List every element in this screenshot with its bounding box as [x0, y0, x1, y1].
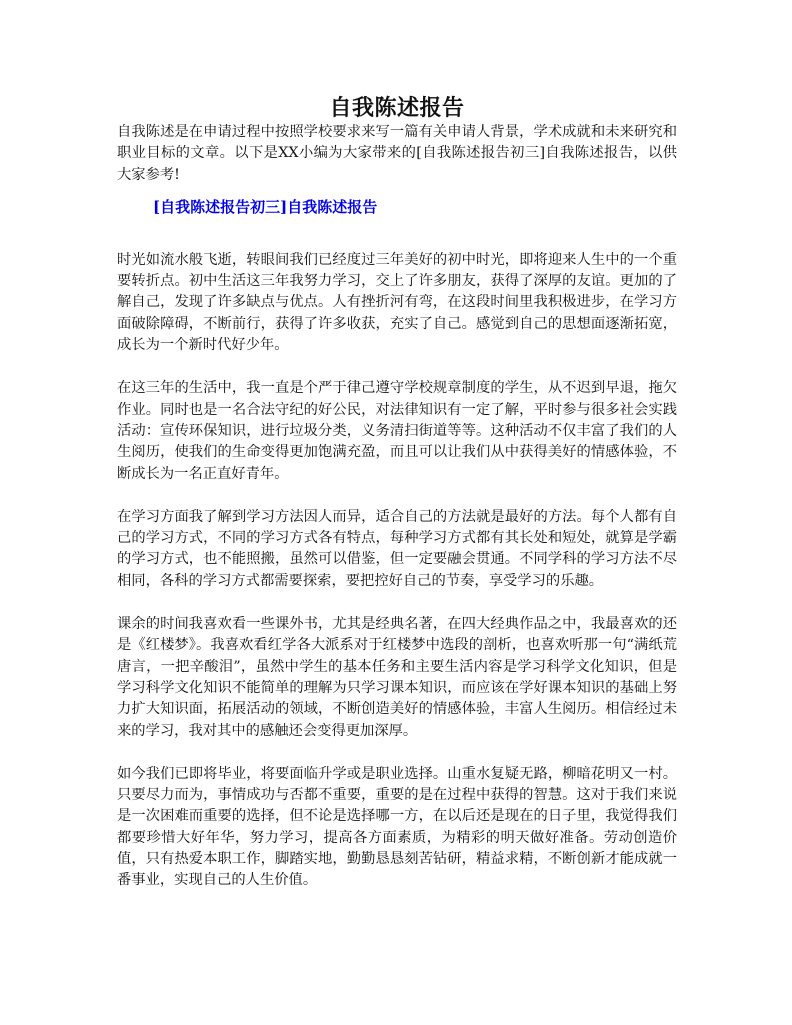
- body-paragraph-5: 如今我们已即将毕业，将要面临升学或是职业选择。山重水复疑无路，柳暗花明又一村。只要尽力而为，事情成功与否都不重要，重要的是在过程中获得的智慧。这对于我们来说是一次困难而重要的选择，但不论是选择哪一方，在以后还是现在的日子里，我觉得我们都要珍惜大好年华，努力学习，提高各方面素质，为精彩的明天做好准备。劳动创造价值，只有热爱本职工作，脚踏实地，勤勤恳恳刻苦钻研，精益求精，不断创新才能成就一番事业，实现自己的人生价值。: [117, 765, 677, 889]
- body-paragraph-4: 课余的时间我喜欢看一些课外书，尤其是经典名著，在四大经典作品之中，我最喜欢的还是《红楼梦》。我喜欢看红学各大派系对于红楼梦中选段的剖析，也喜欢听那一句“满纸荒唐言，一把辛酸泪”，虽然中学生的基本任务和主要生活内容是学习科学文化知识，但是学习科学文化知识不能简单的理解为只学习课本知识，而应该在学好课本知识的基础上努力扩大知识面，拓展活动的领域，不断创造美好的情感体验，丰富人生阅历。相信经过未来的学习，我对其中的感触还会变得更加深厚。: [117, 616, 677, 739]
- document-title: 自我陈述报告: [329, 95, 465, 121]
- document-page: [117, 94, 677, 892]
- subtitle-link[interactable]: [自我陈述报告初三]自我陈述报告: [153, 197, 378, 216]
- intro-paragraph: 自我陈述是在申请过程中按照学校要求来写一篇有关申请人背景，学术成就和未来研究和职业目标的文章。以下是XX小编为大家带来的[自我陈述报告初三]自我陈述报告，以供大家参考!: [117, 124, 677, 183]
- body-paragraph-2: 在这三年的生活中，我一直是个严于律己遵守学校规章制度的学生，从不迟到早退，拖欠作业。同时也是一名合法守纪的好公民，对法律知识有一定了解，平时参与很多社会实践活动：宣传环保知识，进行垃圾分类，义务清扫街道等等。这种活动不仅丰富了我们的人生阅历，使我们的生命变得更加饱满充盈，而且可以让我们从中获得美好的情感体验，不断成长为一名正直好青年。: [117, 380, 677, 482]
- body-paragraph-1: 时光如流水般飞逝，转眼间我们已经度过三年美好的初中时光，即将迎来人生中的一个重要转折点。初中生活这三年我努力学习，交上了许多朋友，获得了深厚的友谊。更加的了解自己，发现了许多缺点与优点。人有挫折河有弯，在这段时间里我积极进步，在学习方面破除障碍，不断前行，获得了许多收获，充实了自己。感觉到自己的思想面逐渐拓宽，成长为一个新时代好少年。: [117, 251, 677, 354]
- body-paragraph-3: 在学习方面我了解到学习方法因人而异，适合自己的方法就是最好的方法。每个人都有自己的学习方式，不同的学习方式各有特点，每种学习方式都有其长处和短处，就算是学霸的学习方式，也不能照搬，虽然可以借鉴，但一定要融会贯通。不同学科的学习方法不尽相同，各科的学习方式都需要探索，要把控好自己的节奏，享受学习的乐趣。: [117, 508, 677, 589]
